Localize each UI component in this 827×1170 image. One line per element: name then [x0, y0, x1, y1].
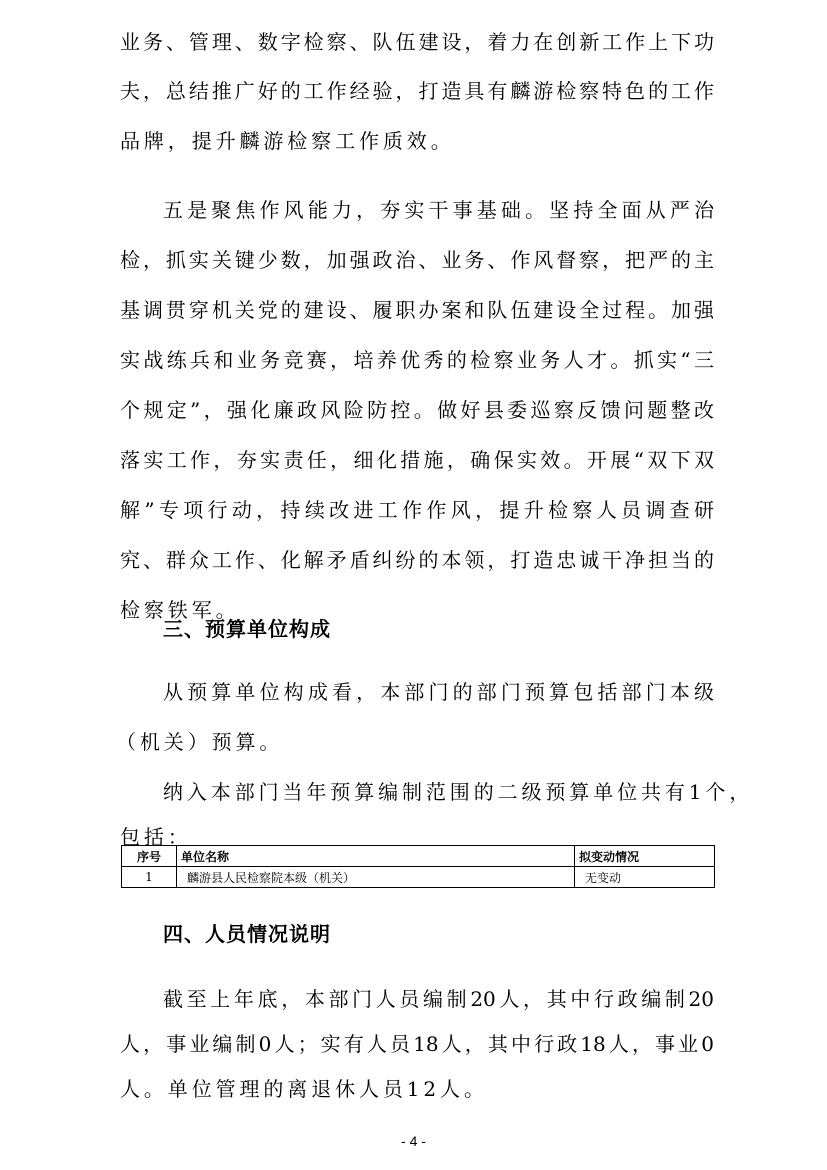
text-line: 从预算单位构成看，本部门的部门预算包括部门本级 — [163, 680, 714, 704]
text-line: 落实工作，夯实责任，细化措施，确保实效。开展“双下双 — [120, 448, 714, 472]
table-header-row — [122, 846, 715, 867]
table-row — [122, 867, 715, 888]
text-line: 个规定”，强化廉政风险防控。做好县委巡察反馈问题整改 — [120, 398, 714, 422]
table-header-cell: 序号 — [122, 846, 177, 867]
table-cell: 无变动 — [575, 867, 715, 888]
text-line: 人。单位管理的离退休人员12人。 — [120, 1077, 488, 1101]
table-header-cell: 单位名称 — [177, 846, 575, 867]
text-line: 检察铁军。 — [120, 598, 240, 622]
text-line: 截至上年底，本部门人员编制20人，其中行政编制20 — [163, 987, 714, 1011]
table-cell: 麟游县人民检察院本级（机关） — [177, 867, 575, 888]
text-line: 人，事业编制0人；实有人员18人，其中行政18人，事业0 — [120, 1032, 714, 1056]
section-heading: 三、预算单位构成 — [163, 617, 331, 641]
table-cell: 1 — [122, 867, 177, 888]
text-line: 究、群众工作、化解矛盾纠纷的本领，打造忠诚干净担当的 — [120, 548, 714, 572]
section-heading: 四、人员情况说明 — [163, 922, 331, 946]
text-line: 业务、管理、数字检察、队伍建设，着力在创新工作上下功 — [120, 30, 714, 54]
text-line: 纳入本部门当年预算编制范围的二级预算单位共有1个， — [163, 780, 754, 804]
budget-unit-table — [121, 845, 715, 888]
text-line: 夫，总结推广好的工作经验，打造具有麟游检察特色的工作 — [120, 79, 714, 103]
text-line: 品牌，提升麟游检察工作质效。 — [120, 129, 455, 153]
text-line: 五是聚焦作风能力，夯实干事基础。坚持全面从严治 — [163, 198, 714, 222]
text-line: （机关）预算。 — [116, 730, 284, 754]
text-line: 实战练兵和业务竞赛，培养优秀的检察业务人才。抓实“三 — [120, 348, 714, 372]
text-line: 解”专项行动，持续改进工作作风，提升检察人员调查研 — [120, 498, 714, 522]
text-line: 基调贯穿机关党的建设、履职办案和队伍建设全过程。加强 — [120, 298, 714, 322]
table-header-cell: 拟变动情况 — [575, 846, 715, 867]
text-line: 包括： — [120, 825, 192, 849]
text-line: 检，抓实关键少数，加强政治、业务、作风督察，把严的主 — [120, 248, 714, 272]
page-number: - 4 - — [401, 1133, 426, 1149]
